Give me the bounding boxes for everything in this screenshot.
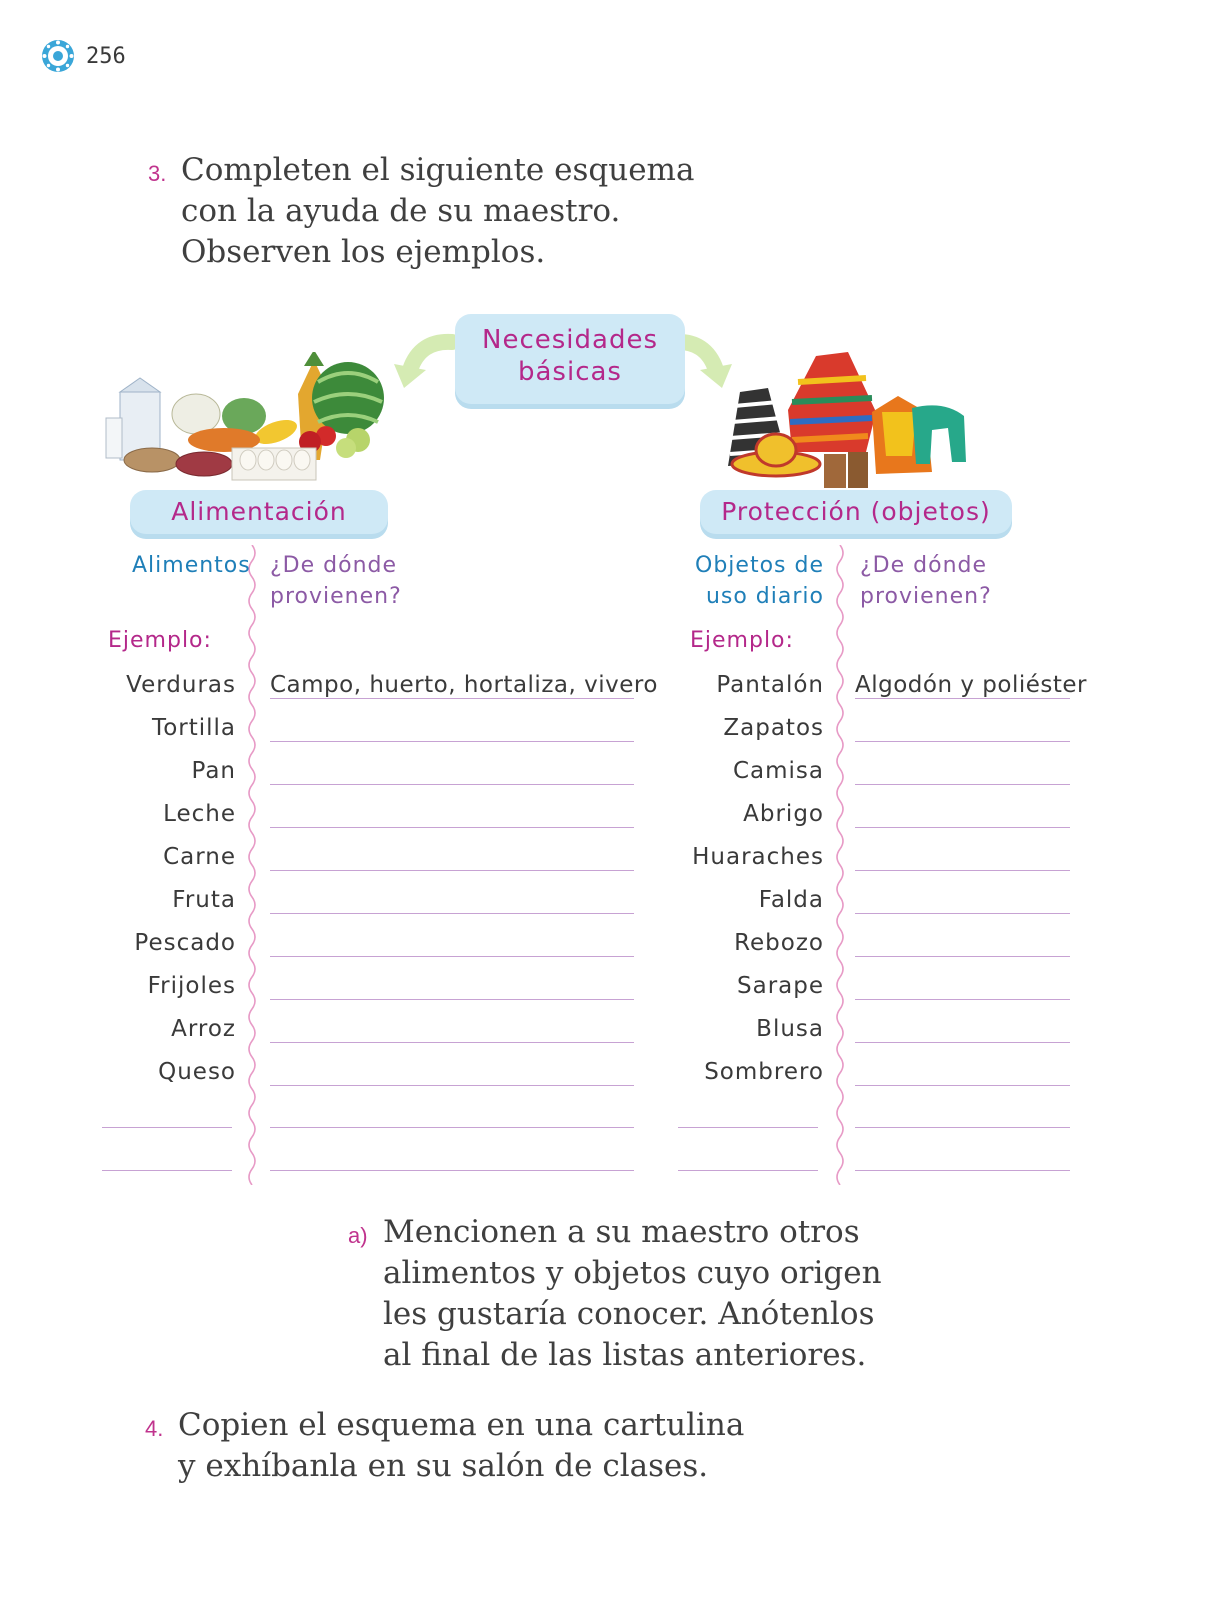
food-item: Queso	[158, 1059, 236, 1085]
clothes-illustration	[726, 352, 972, 494]
example-item-left: Verduras	[126, 672, 236, 698]
page-number-text: 256	[86, 43, 126, 69]
object-item: Blusa	[756, 1016, 824, 1042]
answer-line[interactable]	[270, 1085, 634, 1086]
answer-line[interactable]	[855, 870, 1070, 871]
instruction-line: Observen los ejemplos.	[181, 234, 546, 270]
blank-item-line[interactable]	[678, 1127, 818, 1128]
food-item: Leche	[163, 801, 236, 827]
blank-item-line[interactable]	[102, 1127, 232, 1128]
instruction-line: al final de las listas anteriores.	[383, 1337, 867, 1373]
column-heading-objects: Objetos de uso diario	[695, 553, 824, 609]
answer-line[interactable]	[270, 1042, 634, 1043]
object-item: Sarape	[737, 973, 824, 999]
answer-line	[855, 698, 1070, 699]
instruction-line: Mencionen a su maestro otros	[383, 1214, 860, 1250]
answer-line[interactable]	[270, 999, 634, 1000]
sun-ornament-icon	[40, 38, 76, 74]
object-item: Zapatos	[723, 715, 824, 741]
basic-needs-line2: básicas	[518, 357, 622, 387]
answer-line[interactable]	[270, 1127, 634, 1128]
answer-line[interactable]	[855, 784, 1070, 785]
example-label-right: Ejemplo:	[690, 628, 794, 653]
food-illustration	[104, 352, 384, 486]
answer-line[interactable]	[855, 1085, 1070, 1086]
answer-line[interactable]	[270, 741, 634, 742]
answer-line	[270, 698, 634, 699]
food-item: Fruta	[172, 887, 236, 913]
category-protection: Protección (objetos)	[700, 490, 1012, 534]
instruction-line: les gustaría conocer. Anótenlos	[383, 1296, 875, 1332]
instruction-letter: a)	[348, 1223, 368, 1248]
answer-line[interactable]	[270, 784, 634, 785]
object-item: Rebozo	[734, 930, 824, 956]
answer-line[interactable]	[855, 1170, 1070, 1171]
example-label-left: Ejemplo:	[108, 628, 212, 653]
example-answer-left: Campo, huerto, hortaliza, vivero	[270, 672, 658, 698]
wavy-divider-right	[832, 545, 848, 1185]
food-item: Frijoles	[147, 973, 236, 999]
answer-line[interactable]	[855, 741, 1070, 742]
object-item: Falda	[758, 887, 824, 913]
instruction-number: 4.	[145, 1416, 164, 1441]
answer-line[interactable]	[855, 1127, 1070, 1128]
answer-line[interactable]	[855, 913, 1070, 914]
answer-line[interactable]	[855, 956, 1070, 957]
answer-line[interactable]	[270, 870, 634, 871]
food-item: Pescado	[134, 930, 236, 956]
example-answer-right: Algodón y poliéster	[855, 672, 1087, 698]
arrow-left-icon	[390, 330, 460, 392]
basic-needs-line1: Necesidades	[482, 325, 658, 355]
food-item: Tortilla	[152, 715, 236, 741]
instruction-number: 3.	[148, 161, 167, 186]
object-item: Sombrero	[704, 1059, 824, 1085]
column-heading-origin-left: ¿De dónde provienen?	[270, 553, 402, 609]
answer-line[interactable]	[855, 1042, 1070, 1043]
object-item: Huaraches	[692, 844, 824, 870]
answer-line[interactable]	[270, 827, 634, 828]
category-food: Alimentación	[130, 490, 388, 534]
instruction-line: Completen el siguiente esquema	[181, 152, 695, 188]
column-heading-origin-right: ¿De dónde provienen?	[860, 553, 992, 609]
example-item-right: Pantalón	[716, 672, 824, 698]
column-heading-foods: Alimentos	[132, 553, 251, 578]
answer-line[interactable]	[270, 1170, 634, 1171]
food-item: Pan	[191, 758, 236, 784]
answer-line[interactable]	[270, 913, 634, 914]
answer-line[interactable]	[855, 999, 1070, 1000]
food-item: Arroz	[171, 1016, 236, 1042]
food-item: Carne	[163, 844, 236, 870]
object-item: Abrigo	[743, 801, 824, 827]
blank-item-line[interactable]	[102, 1170, 232, 1171]
instruction-line: con la ayuda de su maestro.	[181, 193, 621, 229]
page-number	[40, 38, 126, 74]
wavy-divider-left	[244, 545, 260, 1185]
answer-line[interactable]	[270, 956, 634, 957]
object-item: Camisa	[732, 758, 824, 784]
blank-item-line[interactable]	[678, 1170, 818, 1171]
answer-line[interactable]	[855, 827, 1070, 828]
instruction-line: Copien el esquema en una cartulina	[178, 1407, 745, 1443]
instruction-line: y exhíbanla en su salón de clases.	[178, 1448, 709, 1484]
instruction-line: alimentos y objetos cuyo origen	[383, 1255, 882, 1291]
basic-needs-bubble	[455, 314, 685, 404]
